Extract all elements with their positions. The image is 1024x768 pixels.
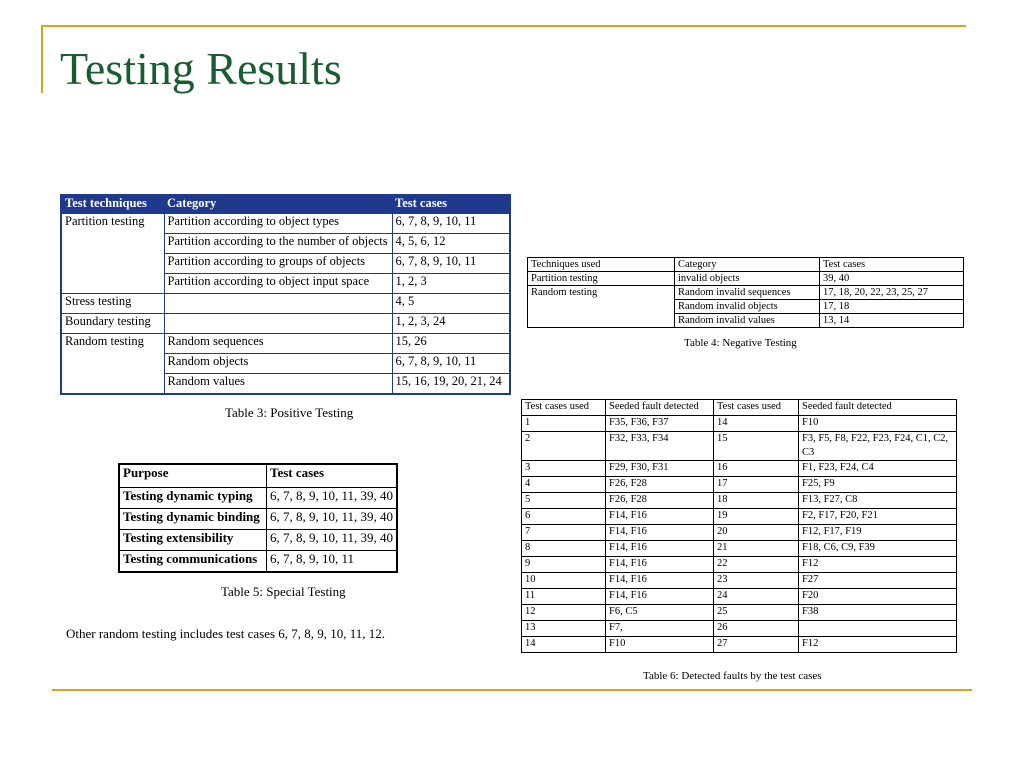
table-cell: 8 <box>522 541 606 557</box>
table-row <box>61 334 510 354</box>
header-cell: Test cases <box>820 258 964 272</box>
table-cell <box>61 274 164 294</box>
table-cell: F2, F17, F20, F21 <box>799 509 957 525</box>
table-cell: F32, F33, F34 <box>606 432 714 461</box>
table-cell: Random invalid objects <box>675 300 820 314</box>
table-row <box>522 416 957 432</box>
table-cell: F3, F5, F8, F22, F23, F24, C1, C2, C3 <box>799 432 957 461</box>
table-cell: F10 <box>606 637 714 653</box>
table-cell: 13, 14 <box>820 314 964 328</box>
table-cell: Random objects <box>164 354 392 374</box>
table-cell: Partition testing <box>528 272 675 286</box>
table-cell <box>528 300 675 314</box>
table-row <box>119 530 397 551</box>
table-row <box>528 286 964 300</box>
table-row <box>61 374 510 395</box>
table-cell <box>61 374 164 395</box>
table-cell: F10 <box>799 416 957 432</box>
table-cell: 14 <box>714 416 799 432</box>
table-cell: Partition according to object types <box>164 214 392 234</box>
table-cell: Random invalid sequences <box>675 286 820 300</box>
table-row <box>522 589 957 605</box>
table-cell: 4, 5 <box>392 294 510 314</box>
table-row <box>528 314 964 328</box>
table-header-row <box>522 400 957 416</box>
table-cell: 12 <box>522 605 606 621</box>
table-cell: F20 <box>799 589 957 605</box>
table-cell: 27 <box>714 637 799 653</box>
table-cell: 15 <box>714 432 799 461</box>
table-cell: F14, F16 <box>606 509 714 525</box>
left-accent-line <box>41 25 43 93</box>
header-cell: Category <box>675 258 820 272</box>
table-cell: F26, F28 <box>606 493 714 509</box>
table-row <box>522 477 957 493</box>
table-cell <box>164 294 392 314</box>
table-cell: 1, 2, 3 <box>392 274 510 294</box>
table-cell: 25 <box>714 605 799 621</box>
table-cell <box>799 621 957 637</box>
table-row <box>528 272 964 286</box>
table5-caption: Table 5: Special Testing <box>221 584 346 599</box>
table-cell <box>61 234 164 254</box>
table4-caption: Table 4: Negative Testing <box>684 337 797 349</box>
table-cell: F12, F17, F19 <box>799 525 957 541</box>
table-row <box>119 488 397 509</box>
table-cell: F1, F23, F24, C4 <box>799 461 957 477</box>
table-cell: 18 <box>714 493 799 509</box>
table-cell: Testing communications <box>119 551 266 573</box>
table-cell: 4, 5, 6, 12 <box>392 234 510 254</box>
table-row <box>61 214 510 234</box>
table-row <box>61 234 510 254</box>
header-cell: Test cases used <box>714 400 799 416</box>
table-cell: Partition according to the number of objects <box>164 234 392 254</box>
table-row <box>522 541 957 557</box>
bottom-accent-line <box>52 689 972 691</box>
table-cell: F12 <box>799 637 957 653</box>
table-row <box>522 557 957 573</box>
table-cell <box>61 254 164 274</box>
table-cell: 14 <box>522 637 606 653</box>
table-cell: 10 <box>522 573 606 589</box>
table-cell: Random invalid values <box>675 314 820 328</box>
table3-caption: Table 3: Positive Testing <box>225 405 354 420</box>
table-cell: 11 <box>522 589 606 605</box>
header-cell: Test techniques <box>61 195 164 214</box>
table-cell: Random testing <box>528 286 675 300</box>
table-cell: 24 <box>714 589 799 605</box>
table-cell: F27 <box>799 573 957 589</box>
table-row <box>522 432 957 461</box>
table-cell: F12 <box>799 557 957 573</box>
table-cell: F35, F36, F37 <box>606 416 714 432</box>
table-row <box>522 605 957 621</box>
table-cell: invalid objects <box>675 272 820 286</box>
header-cell: Purpose <box>119 464 266 488</box>
table-cell: Testing dynamic binding <box>119 509 266 530</box>
table-cell: Random sequences <box>164 334 392 354</box>
table-cell: 26 <box>714 621 799 637</box>
header-cell: Test cases <box>392 195 510 214</box>
table-cell <box>164 314 392 334</box>
table-cell: 4 <box>522 477 606 493</box>
table-cell: 5 <box>522 493 606 509</box>
table-cell <box>61 354 164 374</box>
table-row <box>61 274 510 294</box>
table6-caption: Table 6: Detected faults by the test cases <box>643 670 822 682</box>
table-cell: 1, 2, 3, 24 <box>392 314 510 334</box>
table-cell: 23 <box>714 573 799 589</box>
table-cell: 1 <box>522 416 606 432</box>
table-row <box>119 509 397 530</box>
table-cell: F26, F28 <box>606 477 714 493</box>
random-testing-note: Other random testing includes test cases 6, 7, 8, 9, 10, 11, 12. <box>66 626 386 641</box>
header-cell: Category <box>164 195 392 214</box>
header-cell: Test cases used <box>522 400 606 416</box>
table-header-row <box>119 464 397 488</box>
table-cell: Testing dynamic typing <box>119 488 266 509</box>
table-cell: Partition according to object input space <box>164 274 392 294</box>
table-row <box>522 621 957 637</box>
top-accent-line <box>41 25 966 27</box>
table-cell: 17, 18, 20, 22, 23, 25, 27 <box>820 286 964 300</box>
special-testing-table <box>118 463 398 573</box>
header-cell: Test cases <box>266 464 397 488</box>
table-cell: F25, F9 <box>799 477 957 493</box>
table-cell: 6, 7, 8, 9, 10, 11, 39, 40 <box>266 509 397 530</box>
table-row <box>522 637 957 653</box>
table-cell: 22 <box>714 557 799 573</box>
table-row <box>61 314 510 334</box>
table-cell <box>528 314 675 328</box>
table-cell: F14, F16 <box>606 589 714 605</box>
table-cell: Random testing <box>61 334 164 354</box>
table-cell: Partition testing <box>61 214 164 234</box>
table-cell: 15, 16, 19, 20, 21, 24 <box>392 374 510 395</box>
table-row <box>119 551 397 573</box>
table-cell: 6, 7, 8, 9, 10, 11, 39, 40 <box>266 488 397 509</box>
table-cell: 3 <box>522 461 606 477</box>
table-cell: F13, F27, C8 <box>799 493 957 509</box>
table-row <box>522 461 957 477</box>
table-cell: 39, 40 <box>820 272 964 286</box>
table-header-row <box>528 258 964 272</box>
table-cell: 17 <box>714 477 799 493</box>
table-cell: Partition according to groups of objects <box>164 254 392 274</box>
table-row <box>528 300 964 314</box>
table-cell: F14, F16 <box>606 525 714 541</box>
table-cell: F14, F16 <box>606 573 714 589</box>
table-cell: 17, 18 <box>820 300 964 314</box>
table-cell: F18, C6, C9, F39 <box>799 541 957 557</box>
table-cell: 6, 7, 8, 9, 10, 11, 39, 40 <box>266 530 397 551</box>
slide-title: Testing Results <box>60 43 342 94</box>
table-cell: F14, F16 <box>606 541 714 557</box>
table-cell: 16 <box>714 461 799 477</box>
table-cell: 13 <box>522 621 606 637</box>
table-cell: 6 <box>522 509 606 525</box>
table-cell: Boundary testing <box>61 314 164 334</box>
table-cell: F29, F30, F31 <box>606 461 714 477</box>
table-cell: 6, 7, 8, 9, 10, 11 <box>392 254 510 274</box>
table-cell: 15, 26 <box>392 334 510 354</box>
table-cell: 6, 7, 8, 9, 10, 11 <box>392 214 510 234</box>
table-cell: F38 <box>799 605 957 621</box>
table-cell: F7, <box>606 621 714 637</box>
detected-faults-table <box>521 399 957 653</box>
table-cell: 6, 7, 8, 9, 10, 11 <box>392 354 510 374</box>
table-row <box>61 294 510 314</box>
table-cell: 6, 7, 8, 9, 10, 11 <box>266 551 397 573</box>
table-cell: Random values <box>164 374 392 395</box>
table-cell: 2 <box>522 432 606 461</box>
header-cell: Techniques used <box>528 258 675 272</box>
table-row <box>61 254 510 274</box>
table-row <box>522 509 957 525</box>
table-cell: 19 <box>714 509 799 525</box>
table-row <box>61 354 510 374</box>
table-row <box>522 493 957 509</box>
table-cell: 9 <box>522 557 606 573</box>
header-cell: Seeded fault detected <box>799 400 957 416</box>
table-row <box>522 573 957 589</box>
negative-testing-table <box>527 257 964 328</box>
table-cell: Testing extensibility <box>119 530 266 551</box>
table-cell: F14, F16 <box>606 557 714 573</box>
header-cell: Seeded fault detected <box>606 400 714 416</box>
table-header-row <box>61 195 510 214</box>
table-cell: Stress testing <box>61 294 164 314</box>
table-cell: 7 <box>522 525 606 541</box>
table-row <box>522 525 957 541</box>
table-cell: 21 <box>714 541 799 557</box>
positive-testing-table <box>60 194 511 395</box>
table-cell: F6, C5 <box>606 605 714 621</box>
table-cell: 20 <box>714 525 799 541</box>
